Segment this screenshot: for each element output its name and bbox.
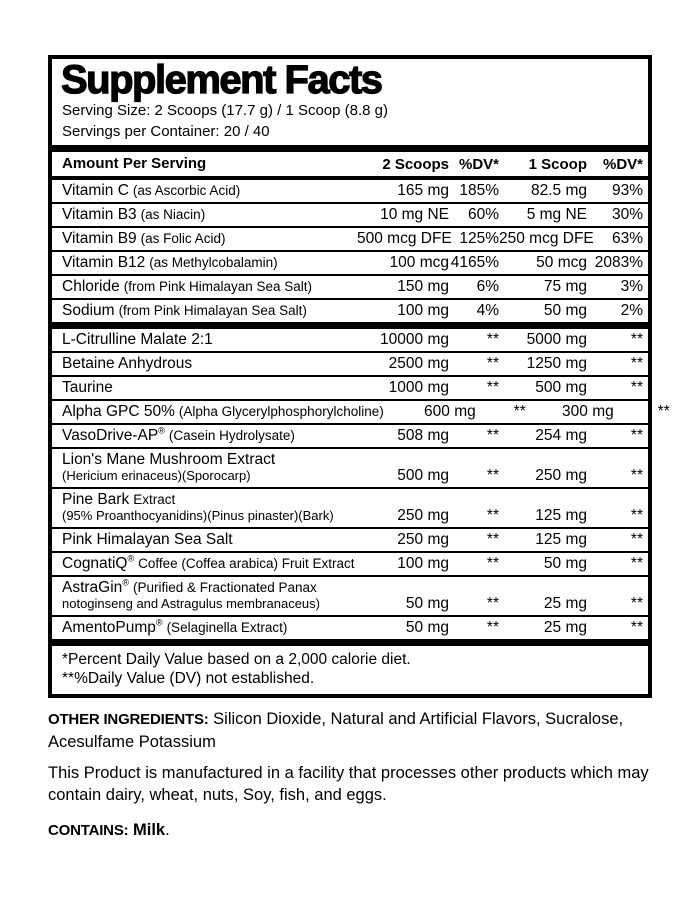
amount-2scoops: 508 mg [397, 427, 449, 444]
other-ingredients-label: OTHER INGREDIENTS: [48, 711, 209, 728]
amount-1scoop: 25 mg [543, 595, 587, 612]
table-row [52, 377, 648, 401]
amount-1scoop: 50 mg [543, 555, 587, 572]
ingredient-name-cell [62, 427, 357, 444]
contains-allergen: Milk [133, 821, 166, 839]
ingredient-detail: (as Niacin) [140, 207, 206, 222]
dv-2scoops: ** [486, 595, 499, 612]
label-page [48, 55, 678, 842]
dv-1scoop: 2% [620, 302, 643, 319]
amount-2scoops: 1000 mg [388, 379, 449, 396]
footnote-not-established: **%Daily Value (DV) not established. [62, 670, 315, 687]
amount-2scoops: 150 mg [397, 278, 449, 295]
ingredient-name-cell [62, 491, 357, 524]
ingredient-name: AstraGin [62, 579, 123, 596]
ingredient-name: Alpha GPC 50% [62, 403, 175, 420]
amount-1scoop: 25 mg [543, 619, 587, 636]
dv-1scoop: ** [630, 531, 643, 548]
ingredient-detail: (Purified & Fractionated Panax [132, 580, 317, 595]
ingredient-name-cell [62, 555, 357, 572]
ingredient-name-cell [62, 230, 357, 247]
amount-1scoop: 5000 mg [526, 331, 587, 348]
amount-2scoops: 50 mg [405, 595, 449, 612]
ingredient-name-cell [62, 531, 357, 548]
ingredient-detail: (Selaginella Extract) [166, 620, 288, 635]
registered-trademark-symbol: ® [158, 425, 165, 436]
amount-2scoops: 100 mg [397, 302, 449, 319]
table-row [52, 401, 670, 425]
amount-2scoops: 500 mcg DFE [357, 230, 452, 247]
table-row [52, 425, 648, 449]
amount-2scoops: 500 mg [397, 467, 449, 484]
ingredient-detail: Extract [133, 492, 176, 507]
ingredient-name-cell [62, 619, 357, 636]
thick-divider [52, 639, 648, 646]
header-1scoop: 1 Scoop [528, 156, 587, 173]
ingredient-detail: Coffee (Coffea arabica) Fruit Extract [138, 556, 355, 571]
dv-2scoops: 4165% [450, 254, 499, 271]
ingredient-name-cell [62, 579, 357, 612]
ingredient-name: Chloride [62, 278, 120, 295]
amount-1scoop: 125 mg [535, 507, 587, 524]
ingredients-section [52, 329, 670, 639]
ingredient-name: VasoDrive-AP [62, 427, 159, 444]
amount-2scoops: 165 mg [397, 182, 449, 199]
ingredient-name-cell [62, 206, 357, 223]
dv-2scoops: 6% [476, 278, 499, 295]
ingredient-name-cell [62, 451, 357, 484]
dv-2scoops: 125% [459, 230, 499, 247]
ingredient-name: Vitamin C [62, 182, 129, 199]
dv-2scoops: ** [513, 403, 526, 420]
dv-1scoop: ** [630, 555, 643, 572]
thick-divider [52, 145, 648, 152]
ingredient-name: Sodium [62, 302, 115, 319]
dv-1scoop: ** [630, 331, 643, 348]
amount-1scoop: 250 mg [535, 467, 587, 484]
ingredient-detail: (as Folic Acid) [140, 231, 226, 246]
dv-2scoops: ** [486, 507, 499, 524]
amount-1scoop: 125 mg [535, 531, 587, 548]
contains-statement [48, 819, 676, 842]
dv-1scoop: ** [630, 355, 643, 372]
supplement-facts-panel [48, 55, 670, 698]
dv-1scoop: ** [630, 427, 643, 444]
ingredient-detail: (as Ascorbic Acid) [132, 183, 241, 198]
table-row [52, 577, 648, 617]
header-2scoops: 2 Scoops [382, 156, 449, 173]
ingredient-name: Vitamin B3 [62, 206, 137, 223]
ingredient-name: Taurine [62, 379, 113, 396]
dv-2scoops: ** [486, 379, 499, 396]
amount-1scoop: 82.5 mg [530, 182, 587, 199]
amount-1scoop: 250 mcg DFE [499, 230, 594, 247]
amount-1scoop: 300 mg [562, 403, 614, 420]
ingredient-name-cell [62, 182, 357, 199]
dv-2scoops: ** [486, 555, 499, 572]
serving-info [52, 100, 648, 145]
ingredient-name: Lion's Mane Mushroom Extract [62, 451, 276, 468]
contains-label: CONTAINS: [48, 822, 129, 839]
dv-2scoops: ** [486, 531, 499, 548]
amount-2scoops: 10000 mg [380, 331, 449, 348]
ingredient-name-cell [62, 403, 384, 420]
amount-2scoops: 100 mg [397, 555, 449, 572]
table-row [52, 228, 648, 252]
table-header-row [52, 152, 648, 180]
dv-2scoops: ** [486, 467, 499, 484]
amount-1scoop: 500 mg [535, 379, 587, 396]
table-row [52, 449, 648, 489]
dv-1scoop: ** [657, 403, 670, 420]
ingredient-subtext: (Hericium erinaceus)(Sporocarp) [62, 468, 251, 483]
dv-1scoop: 3% [620, 278, 643, 295]
amount-2scoops: 2500 mg [388, 355, 449, 372]
ingredient-detail: (Casein Hydrolysate) [168, 428, 295, 443]
header-dv2: %DV* [458, 156, 499, 173]
ingredient-name: Vitamin B12 [62, 254, 146, 271]
table-row [52, 252, 648, 276]
ingredient-name: AmentoPump [62, 619, 156, 636]
amount-1scoop: 50 mg [543, 302, 587, 319]
vitamins-section [52, 180, 648, 322]
other-ingredients [48, 708, 676, 753]
dv-1scoop: ** [630, 619, 643, 636]
below-panel-text [48, 708, 676, 842]
ingredient-detail: (as Methylcobalamin) [149, 255, 278, 270]
table-row [52, 617, 648, 639]
ingredient-subtext: (95% Proanthocyanidins)(Pinus pinaster)(Bark) [62, 508, 334, 523]
dv-1scoop: ** [630, 379, 643, 396]
dv-2scoops: ** [486, 331, 499, 348]
dv-1scoop: 30% [611, 206, 643, 223]
registered-trademark-symbol: ® [127, 553, 135, 564]
dv-1scoop: ** [630, 595, 643, 612]
ingredient-name-cell [62, 254, 357, 271]
ingredient-name: Betaine Anhydrous [62, 355, 193, 372]
contains-period: . [165, 821, 170, 839]
registered-trademark-symbol: ® [122, 577, 129, 588]
table-row [52, 489, 648, 529]
ingredient-subtext: notoginseng and Astragulus membranaceus) [62, 596, 320, 611]
header-dv1: %DV* [602, 156, 643, 173]
dv-2scoops: 60% [467, 206, 499, 223]
servings-per-container: Servings per Container: 20 / 40 [62, 123, 270, 140]
table-row [52, 300, 648, 322]
ingredient-detail: (Alpha Glycerylphosphorylcholine) [178, 404, 384, 419]
ingredient-name: Pine Bark [62, 491, 130, 508]
ingredient-name: Vitamin B9 [62, 230, 137, 247]
amount-2scoops: 250 mg [397, 507, 449, 524]
amount-1scoop: 254 mg [535, 427, 587, 444]
ingredient-name-cell [62, 355, 357, 372]
facility-statement: This Product is manufactured in a facility that processes other products which may contain dairy, wheat, nuts, Soy, fish, and eggs. [48, 764, 649, 804]
amount-1scoop: 5 mg NE [526, 206, 587, 223]
panel-title: Supplement Facts [61, 58, 382, 102]
dv-1scoop: 63% [611, 230, 643, 247]
dv-2scoops: ** [486, 355, 499, 372]
ingredient-name-cell [62, 302, 357, 319]
amount-2scoops: 10 mg NE [380, 206, 449, 223]
table-row [52, 276, 648, 300]
header-amount-per-serving: Amount Per Serving [62, 155, 207, 172]
dv-2scoops: 4% [476, 302, 499, 319]
amount-2scoops: 250 mg [397, 531, 449, 548]
ingredient-name: L-Citrulline Malate 2:1 [62, 331, 213, 348]
dv-1scoop: ** [630, 507, 643, 524]
ingredient-name-cell [62, 278, 357, 295]
registered-trademark-symbol: ® [155, 617, 163, 628]
dv-1scoop: 93% [611, 182, 643, 199]
table-row [52, 204, 648, 228]
other-ingredients-list: Silicon Dioxide, Natural and Artificial Flavors, Sucralose, Acesulfame Potassium [48, 710, 624, 751]
dv-1scoop: ** [630, 467, 643, 484]
amount-1scoop: 75 mg [543, 278, 587, 295]
table-row [52, 553, 648, 577]
ingredient-name-cell [62, 379, 357, 396]
ingredient-name-cell [62, 331, 357, 348]
amount-1scoop: 1250 mg [526, 355, 587, 372]
dv-2scoops: ** [486, 619, 499, 636]
ingredient-name: Pink Himalayan Sea Salt [62, 531, 233, 548]
ingredient-name: CognatiQ [62, 555, 128, 572]
amount-2scoops: 100 mcg [389, 254, 449, 271]
dv-2scoops: ** [486, 427, 499, 444]
ingredient-detail: (from Pink Himalayan Sea Salt) [118, 303, 307, 318]
table-row [52, 329, 648, 353]
serving-size: Serving Size: 2 Scoops (17.7 g) / 1 Scoop (8.8 g) [62, 102, 389, 119]
footnotes [52, 646, 648, 694]
amount-2scoops: 600 mg [424, 403, 476, 420]
dv-1scoop: 2083% [594, 254, 643, 271]
ingredient-detail: (from Pink Himalayan Sea Salt) [123, 279, 313, 294]
table-row [52, 180, 648, 204]
table-row [52, 353, 648, 377]
amount-1scoop: 50 mcg [536, 254, 587, 271]
amount-2scoops: 50 mg [405, 619, 449, 636]
footnote-daily-value: *Percent Daily Value based on a 2,000 calorie diet. [62, 651, 411, 668]
table-row [52, 529, 648, 553]
thick-divider [52, 322, 648, 329]
dv-2scoops: 185% [459, 182, 499, 199]
